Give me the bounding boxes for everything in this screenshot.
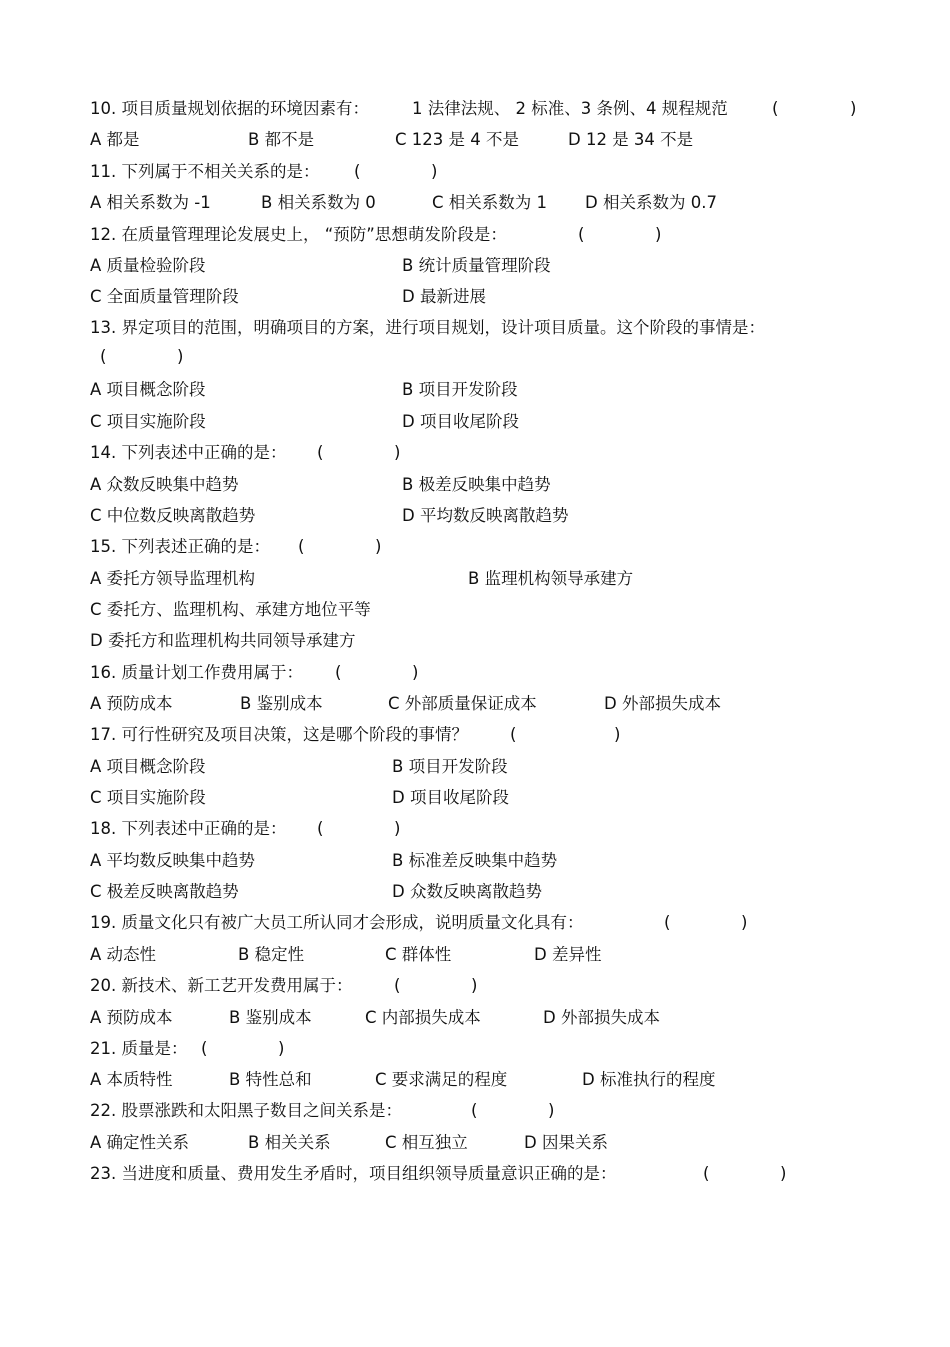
question-22-options — [0, 1129, 950, 1157]
answer-bracket-open: ( — [317, 443, 324, 462]
question-16-stem — [0, 659, 950, 687]
option-c: C 要求满足的程度 — [375, 1070, 508, 1089]
option-a: A 动态性 — [90, 945, 157, 964]
option-a: A 项目概念阶段 — [90, 757, 206, 776]
answer-bracket-open: ( — [703, 1164, 710, 1183]
question-stem-text: 23. 当进度和质量、费用发生矛盾时，项目组织领导质量意识正确的是： — [90, 1164, 617, 1183]
option-b: B 都不是 — [248, 130, 315, 149]
question-stem-text: 20. 新技术、新工艺开发费用属于： — [90, 976, 353, 995]
answer-bracket-open: ( — [394, 976, 401, 995]
option-a: A 相关系数为 -1 — [90, 193, 211, 212]
question-18-options-row-1 — [0, 847, 950, 875]
option-b: B 项目开发阶段 — [402, 380, 518, 399]
answer-bracket-open: ( — [578, 225, 585, 244]
question-20-stem — [0, 972, 950, 1000]
option-b: B 稳定性 — [238, 945, 305, 964]
question-stem-text: 1 法律法规、 2 标准、3 条例、4 规程规范 — [412, 99, 728, 118]
option-b: B 相关关系 — [248, 1133, 331, 1152]
question-20-options — [0, 1004, 950, 1032]
option-d: D 外部损失成本 — [604, 694, 721, 713]
answer-bracket-open: ( — [317, 819, 324, 838]
answer-bracket-close: ) — [471, 976, 478, 995]
option-b: B 监理机构领导承建方 — [468, 569, 634, 588]
question-19-stem — [0, 909, 950, 937]
answer-bracket-open: ( — [510, 725, 517, 744]
option-c: C 内部损失成本 — [365, 1008, 481, 1027]
option-d: D 标准执行的程度 — [582, 1070, 716, 1089]
question-23-stem — [0, 1160, 950, 1188]
option-d: D 众数反映离散趋势 — [392, 882, 542, 901]
option-a: A 预防成本 — [90, 1008, 173, 1027]
option-b: B 统计质量管理阶段 — [402, 256, 551, 275]
answer-bracket-close: ) — [850, 99, 857, 118]
question-stem-text: 21. 质量是： — [90, 1039, 188, 1058]
question-16-options — [0, 690, 950, 718]
option-c: C 项目实施阶段 — [90, 412, 206, 431]
option-d: D 因果关系 — [524, 1133, 608, 1152]
answer-bracket-open: ( — [471, 1101, 478, 1120]
question-14-options-row-2 — [0, 502, 950, 530]
answer-bracket-open: ( — [664, 913, 671, 932]
question-13-options-row-1 — [0, 376, 950, 404]
answer-bracket-open: ( — [354, 162, 361, 181]
answer-bracket-open: ( — [100, 347, 107, 366]
option-b: B 标准差反映集中趋势 — [392, 851, 558, 870]
option-a: A 都是 — [90, 130, 140, 149]
question-stem-text: 10. 项目质量规划依据的环境因素有： — [90, 99, 369, 118]
option-c: C 外部质量保证成本 — [388, 694, 537, 713]
answer-bracket-close: ) — [780, 1164, 787, 1183]
question-13-stem — [0, 314, 950, 342]
answer-bracket-close: ) — [548, 1101, 555, 1120]
question-stem-text: 14. 下列表述中正确的是： — [90, 443, 287, 462]
option-c: C 中位数反映离散趋势 — [90, 506, 256, 525]
question-11-stem — [0, 158, 950, 186]
answer-bracket-open: ( — [298, 537, 305, 556]
option-b: B 相关系数为 0 — [261, 193, 376, 212]
option-b: B 项目开发阶段 — [392, 757, 508, 776]
question-stem-text: 17. 可行性研究及项目决策，这是哪个阶段的事情？ — [90, 725, 468, 744]
question-21-stem — [0, 1035, 950, 1063]
question-14-stem — [0, 439, 950, 467]
answer-bracket-close: ) — [655, 225, 662, 244]
question-13-stem-continued — [0, 343, 950, 371]
question-15-options-row-2 — [0, 596, 950, 624]
answer-bracket-open: ( — [335, 663, 342, 682]
question-10-options — [0, 126, 950, 154]
option-a: A 平均数反映集中趋势 — [90, 851, 256, 870]
option-c: C 群体性 — [385, 945, 452, 964]
question-12-options-row-2 — [0, 283, 950, 311]
option-b: B 极差反映集中趋势 — [402, 475, 551, 494]
answer-bracket-close: ) — [741, 913, 748, 932]
option-d: D 最新进展 — [402, 287, 486, 306]
question-stem-text: 16. 质量计划工作费用属于： — [90, 663, 303, 682]
option-c: C 123 是 4 不是 — [395, 130, 519, 149]
question-17-options-row-2 — [0, 784, 950, 812]
option-a: A 预防成本 — [90, 694, 173, 713]
question-14-options-row-1 — [0, 471, 950, 499]
option-c: C 项目实施阶段 — [90, 788, 206, 807]
option-d: D 委托方和监理机构共同领导承建方 — [90, 631, 356, 650]
answer-bracket-open: ( — [772, 99, 779, 118]
answer-bracket-close: ) — [278, 1039, 285, 1058]
option-a: A 本质特性 — [90, 1070, 173, 1089]
option-a: A 确定性关系 — [90, 1133, 190, 1152]
question-stem-text: 15. 下列表述正确的是： — [90, 537, 270, 556]
question-13-options-row-2 — [0, 408, 950, 436]
question-11-options — [0, 189, 950, 217]
question-stem-text: 19. 质量文化只有被广大员工所认同才会形成，说明质量文化具有： — [90, 913, 584, 932]
question-18-stem — [0, 815, 950, 843]
question-22-stem — [0, 1097, 950, 1125]
question-12-options-row-1 — [0, 252, 950, 280]
question-17-options-row-1 — [0, 753, 950, 781]
option-c: C 全面质量管理阶段 — [90, 287, 239, 306]
option-a: A 众数反映集中趋势 — [90, 475, 239, 494]
option-c: C 相关系数为 1 — [432, 193, 548, 212]
answer-bracket-close: ) — [431, 162, 438, 181]
option-b: B 特性总和 — [229, 1070, 312, 1089]
option-d: D 外部损失成本 — [543, 1008, 660, 1027]
option-d: D 相关系数为 0.7 — [585, 193, 717, 212]
question-17-stem — [0, 721, 950, 749]
option-d: D 平均数反映离散趋势 — [402, 506, 569, 525]
answer-bracket-close: ) — [177, 347, 184, 366]
question-19-options — [0, 941, 950, 969]
answer-bracket-close: ) — [375, 537, 382, 556]
question-stem-text: 18. 下列表述中正确的是： — [90, 819, 287, 838]
question-15-options-row-3 — [0, 627, 950, 655]
option-a: A 项目概念阶段 — [90, 380, 206, 399]
option-b: B 鉴别成本 — [229, 1008, 312, 1027]
option-b: B 鉴别成本 — [240, 694, 323, 713]
question-stem-text: 12. 在质量管理理论发展史上， “预防”思想萌发阶段是： — [90, 225, 507, 244]
option-d: D 12 是 34 不是 — [568, 130, 694, 149]
question-stem-text: 11. 下列属于不相关关系的是： — [90, 162, 320, 181]
answer-bracket-close: ) — [614, 725, 621, 744]
option-c: C 委托方、监理机构、承建方地位平等 — [90, 600, 371, 619]
option-d: D 项目收尾阶段 — [402, 412, 519, 431]
question-stem-text: 13. 界定项目的范围，明确项目的方案，进行项目规划，设计项目质量。这个阶段的事情是： — [90, 318, 765, 337]
option-a: A 质量检验阶段 — [90, 256, 206, 275]
option-d: D 项目收尾阶段 — [392, 788, 509, 807]
answer-bracket-open: ( — [201, 1039, 208, 1058]
question-18-options-row-2 — [0, 878, 950, 906]
question-21-options — [0, 1066, 950, 1094]
answer-bracket-close: ) — [412, 663, 419, 682]
question-10-stem — [0, 95, 950, 123]
option-d: D 差异性 — [534, 945, 602, 964]
question-stem-text: 22. 股票涨跌和太阳黑子数目之间关系是： — [90, 1101, 402, 1120]
option-a: A 委托方领导监理机构 — [90, 569, 256, 588]
answer-bracket-close: ) — [394, 443, 401, 462]
question-15-stem — [0, 533, 950, 561]
option-c: C 相互独立 — [385, 1133, 468, 1152]
question-15-options-row-1 — [0, 565, 950, 593]
question-12-stem — [0, 221, 950, 249]
answer-bracket-close: ) — [394, 819, 401, 838]
option-c: C 极差反映离散趋势 — [90, 882, 239, 901]
